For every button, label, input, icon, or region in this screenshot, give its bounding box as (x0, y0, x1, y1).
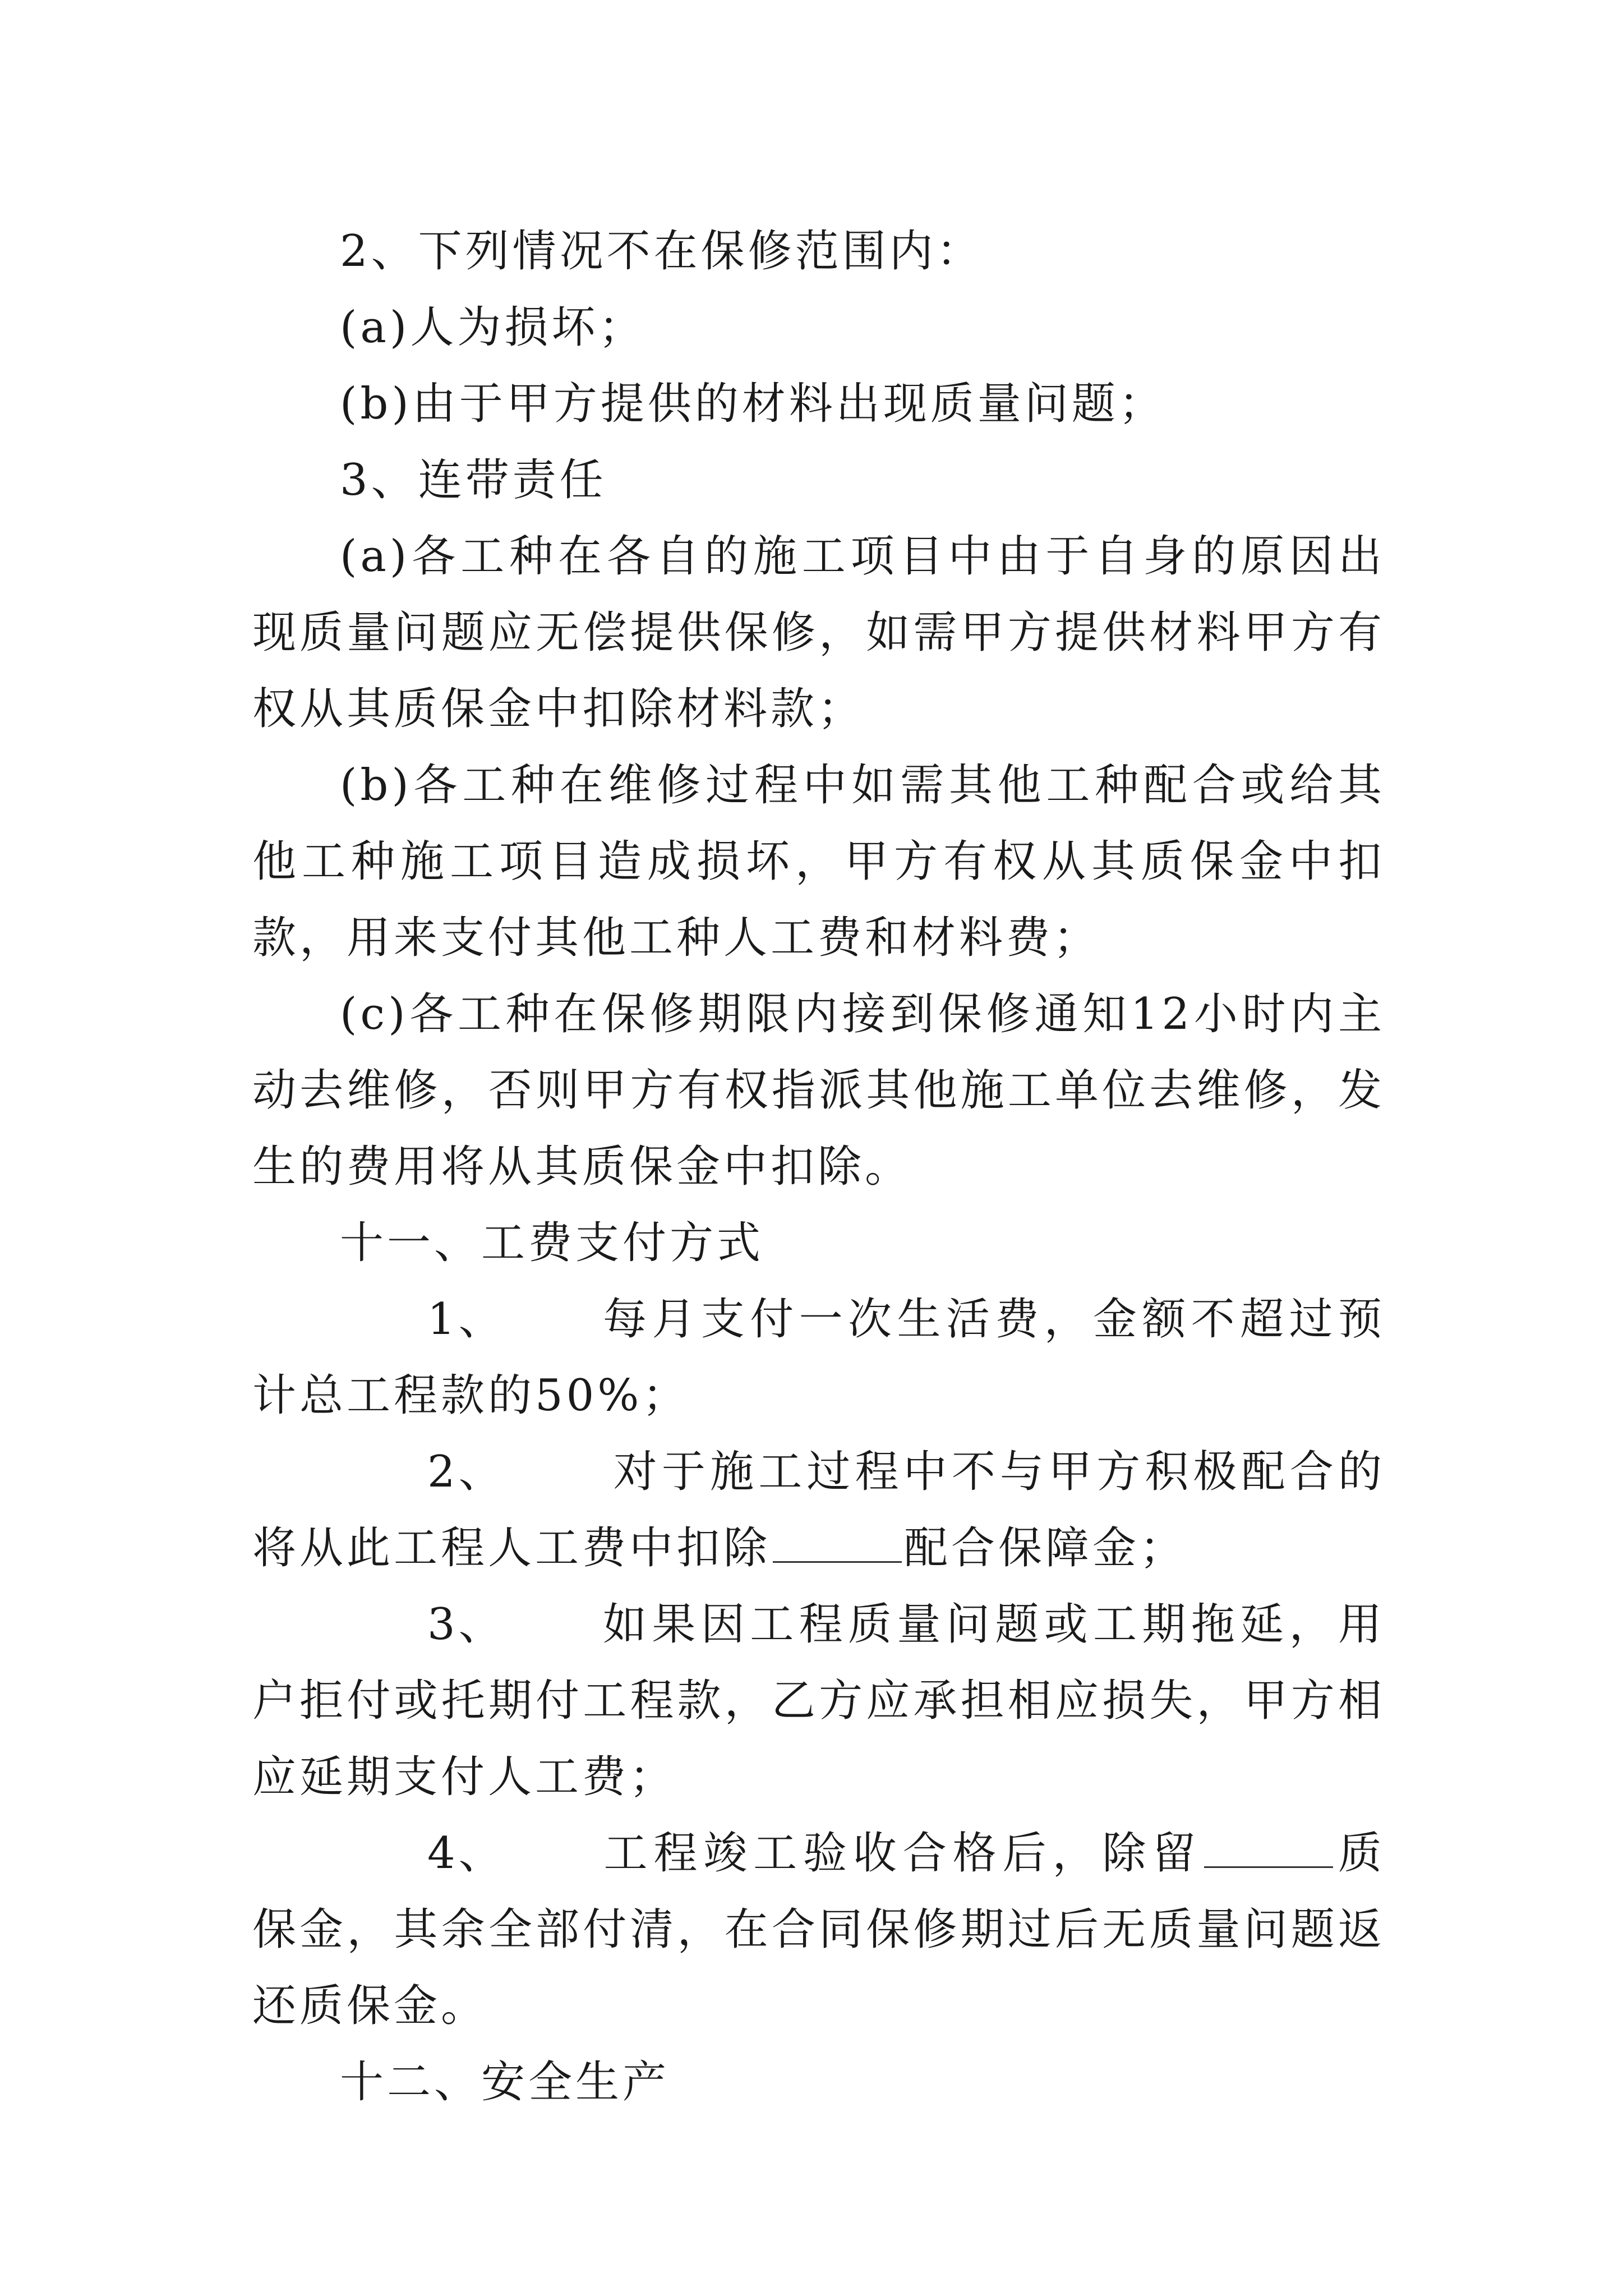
clause-text: 对于施工过程中不与甲方积极配合的将从此工程人工费中扣除 (252, 1447, 1385, 1573)
section-heading-safety: 十二、安全生产 (340, 2057, 670, 2108)
fill-in-blank (773, 1527, 902, 1563)
clause-number: 1、 (427, 1294, 506, 1345)
clause-text: 工程竣工验收合格后，除留 (601, 1828, 1202, 1879)
paragraph-liability-b: (b)各工种在维修过程中如需其他工种配合或给其他工种施工项目造成损坏，甲方有权从其质保金中扣款，用来支付其他工种人工费和材料费； (252, 760, 1385, 963)
paragraph-warranty-exclusions: 2、下列情况不在保修范围内： (340, 226, 984, 277)
payment-clause-2 (252, 1434, 1385, 1586)
clause-number: 2、 (427, 1447, 506, 1497)
paragraph-exclusion-a: (a)人为损坏； (340, 302, 646, 353)
paragraph-liability-a: (a)各工种在各自的施工项目中由于自身的原因出现质量问题应无偿提供保修，如需甲方提供材料甲方有权从其质保金中扣除材料款； (252, 531, 1385, 734)
payment-clause-1 (252, 1281, 1385, 1434)
payment-clause-4 (252, 1815, 1385, 2044)
paragraph-exclusion-b: (b)由于甲方提供的材料出现质量问题； (340, 379, 1166, 429)
clause-text: 每月支付一次生活费，金额不超过预计总工程款的50%； (252, 1294, 1385, 1421)
clause-text-after: 质保金，其余全部付清，在合同保修期过后无质量问题返还质保金。 (252, 1828, 1385, 2031)
paragraph-joint-liability: 3、连带责任 (340, 455, 607, 505)
fill-in-blank (1204, 1833, 1333, 1868)
clause-text-after: 配合保障金； (904, 1523, 1187, 1573)
payment-clause-3 (252, 1586, 1385, 1815)
clause-text: 如果因工程质量问题或工期拖延，用户拒付或托期付工程款，乙方应承担相应损失，甲方相应延期支付人工费； (252, 1599, 1385, 1802)
clause-number: 4、 (427, 1828, 506, 1879)
clause-number: 3、 (427, 1599, 506, 1650)
paragraph-liability-c: (c)各工种在保修期限内接到保修通知12小时内主动去维修，否则甲方有权指派其他施工单位去维修，发生的费用将从其质保金中扣除。 (252, 989, 1385, 1192)
document-body (252, 213, 1385, 2120)
section-heading-payment: 十一、工费支付方式 (340, 1218, 764, 1268)
